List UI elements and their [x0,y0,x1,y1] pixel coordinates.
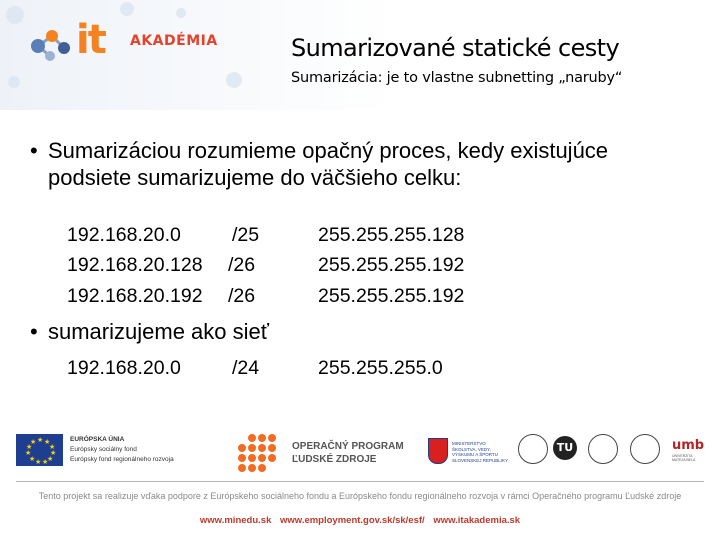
eu-text-line: EURÓPSKA ÚNIA [70,436,125,443]
summary-network: 192.168.20.0 [67,357,181,379]
slide-title: Sumarizované statické cesty [291,34,620,62]
footer-links [0,515,720,526]
decor-circle [226,72,242,88]
decor-circle [6,6,24,24]
umb-line: UNIVERZITA [672,454,693,458]
eu-text-line: Európsky sociálny fond [70,446,137,453]
op-line: ĽUDSKÉ ZDROJE [292,454,377,465]
summary-prefix: /24 [232,357,260,379]
subnet-mask: 255.255.255.128 [318,224,465,246]
link-itakademia[interactable]: www.itakademia.sk [433,515,521,526]
link-minedu[interactable]: www.minedu.sk [199,515,272,526]
decor-circle [176,8,186,18]
bullet-marker: • [30,138,38,163]
op-dots-icon [238,434,283,474]
subnet-network: 192.168.20.128 [67,254,203,276]
bullet-1-line-1: Sumarizáciou rozumieme opačný proces, kedy existujúce [48,138,609,163]
bullet-marker: • [30,319,38,344]
link-employment[interactable]: www.employment.gov.sk/sk/esf/ [280,515,425,526]
umb-subtext [672,454,695,462]
subnet-network: 192.168.20.192 [67,285,203,307]
subnet-prefix: /26 [228,285,256,307]
ministry-line: MINISTERSTVO [452,441,486,446]
university-seal-icon [518,434,548,464]
footer-divider [16,481,704,482]
ministry-line: SLOVENSKEJ REPUBLIKY [452,457,509,463]
tu-logo-icon: TU [553,436,577,460]
summary-mask: 255.255.255.0 [318,357,443,379]
footer-note: Tento projekt sa realizuje vďaka podpore z Európskeho sociálneho fondu a Európskeho fondu regionálneho rozvoja v rámci Operačného programu Ľudské zdroje [38,491,682,501]
it-akademia-logo [28,17,218,68]
op-line: OPERAČNÝ PROGRAM [292,441,404,452]
op-program-text [292,440,404,466]
bullet-2-text: sumarizujeme ako sieť [48,319,269,344]
slovak-crest-icon [428,438,448,464]
ministry-text [452,441,508,463]
umb-logo-icon: umb [672,438,705,453]
decor-circle [120,2,134,16]
subnet-prefix: /25 [232,224,260,246]
subnet-mask: 255.255.255.192 [318,285,465,307]
slide-subtitle: Sumarizácia: je to vlastne subnetting „naruby“ [291,70,623,86]
bullet-1-line-2: podsiete sumarizujeme do väčšieho celku: [48,165,462,190]
logo-akademia-text: AKADÉMIA [130,33,218,49]
logo-it-text: it [76,17,105,63]
subnet-prefix: /26 [228,254,256,276]
eu-flag-icon: ★ ★ ★ ★ ★ ★ ★ ★ ★ ★ ★ [16,434,63,466]
eu-text-line: Európsky fond regionálneho rozvoja [70,456,174,463]
eu-text [70,435,174,465]
ministry-line: ŠKOLSTVA, VEDY, [452,446,491,452]
university-seal-icon [588,434,618,464]
molecule-logo-icon [28,24,76,64]
subnet-network: 192.168.20.0 [67,224,181,246]
decor-circle [8,76,20,88]
umb-line: MATEJA BELA [672,458,696,462]
ministry-line: VÝSKUMU A ŠPORTU [452,452,498,457]
university-seal-icon [630,434,660,464]
subnet-mask: 255.255.255.192 [318,254,465,276]
